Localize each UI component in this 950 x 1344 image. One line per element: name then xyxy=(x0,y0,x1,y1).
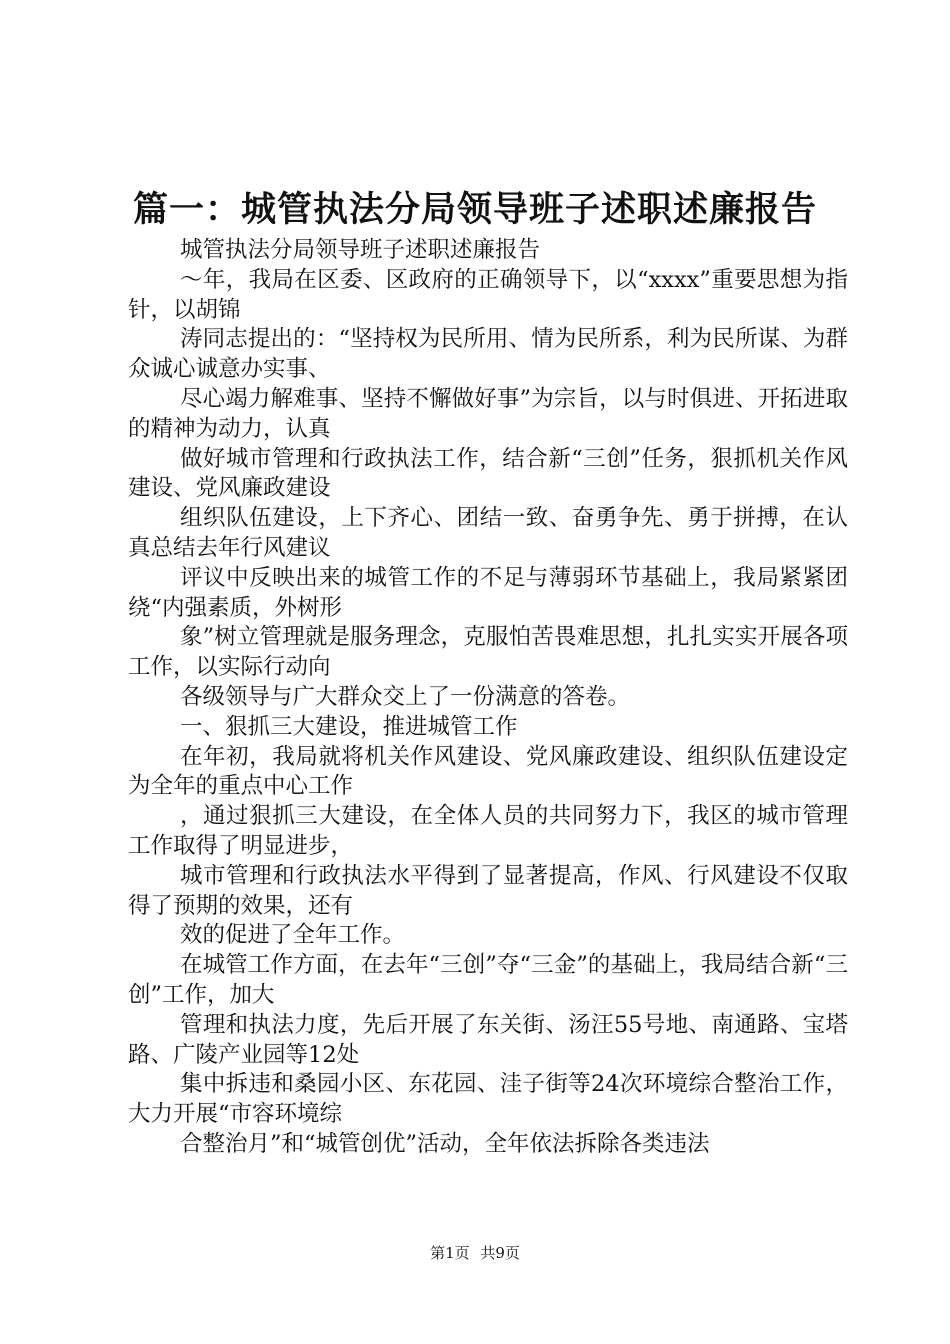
paragraph: 组织队伍建设，上下齐心、团结一致、奋勇争先、勇于拼搏，在认真总结去年行风建议 xyxy=(128,505,848,561)
page-footer xyxy=(0,1242,950,1264)
paragraph: 尽心竭力解难事、坚持不懈做好事”为宗旨，以与时俱进、开拓进取的精神为动力，认真 xyxy=(128,385,848,442)
paragraph: 在城管工作方面，在去年“三创”夺“三金”的基础上，我局结合新“三创”工作，加大 xyxy=(128,952,848,1008)
paragraph: 象”树立管理就是服务理念，克服怕苦畏难思想，扎扎实实开展各项工作，以实际行动向 xyxy=(128,624,848,681)
paragraph: ～年，我局在区委、区政府的正确领导下，以“xxxx”重要思想为指针，以胡锦 xyxy=(128,266,848,323)
paragraph: 效的促进了全年工作。 xyxy=(180,922,406,949)
section-heading: 一、狠抓三大建设，推进城管工作 xyxy=(180,713,518,740)
paragraph: 涛同志提出的：“坚持权为民所用、情为民所系，利为民所谋、为群众诚心诚意办实事、 xyxy=(128,326,848,383)
page-number: 第1页 xyxy=(430,1244,470,1262)
page-total: 共9页 xyxy=(480,1244,520,1262)
paragraph: 做好城市管理和行政执法工作，结合新“三创”任务，狠抓机关作风建设、党风廉政建设 xyxy=(128,445,848,502)
paragraph: 管理和执法力度，先后开展了东关街、汤汪55号地、南通路、宝塔路、广陵产业园等12处 xyxy=(128,1011,848,1068)
paragraph: 各级领导与广大群众交上了一份满意的答卷。 xyxy=(180,683,631,710)
paragraph: 评议中反映出来的城管工作的不足与薄弱环节基础上，我局紧紧团绕“内强素质，外树形 xyxy=(128,564,848,621)
document-title: 篇一：城管执法分局领导班子述职述廉报告 xyxy=(132,189,817,230)
paragraph: 在年初，我局就将机关作风建设、党风廉政建设、组织队伍建设定为全年的重点中心工作 xyxy=(128,743,848,800)
paragraph: 合整治月”和“城管创优”活动，全年依法拆除各类违法 xyxy=(180,1130,710,1157)
paragraph: ，通过狠抓三大建设，在全体人员的共同努力下，我区的城市管理工作取得了明显进步， xyxy=(128,803,848,859)
document-body xyxy=(128,236,848,1160)
paragraph: 集中拆违和桑园小区、东花园、洼子街等24次环境综合整治工作，大力开展“市容环境综 xyxy=(128,1071,848,1128)
paragraph: 城市管理和行政执法水平得到了显著提高，作风、行风建设不仅取得了预期的效果，还有 xyxy=(128,862,848,919)
paragraph: 城管执法分局领导班子述职述廉报告 xyxy=(180,237,541,263)
